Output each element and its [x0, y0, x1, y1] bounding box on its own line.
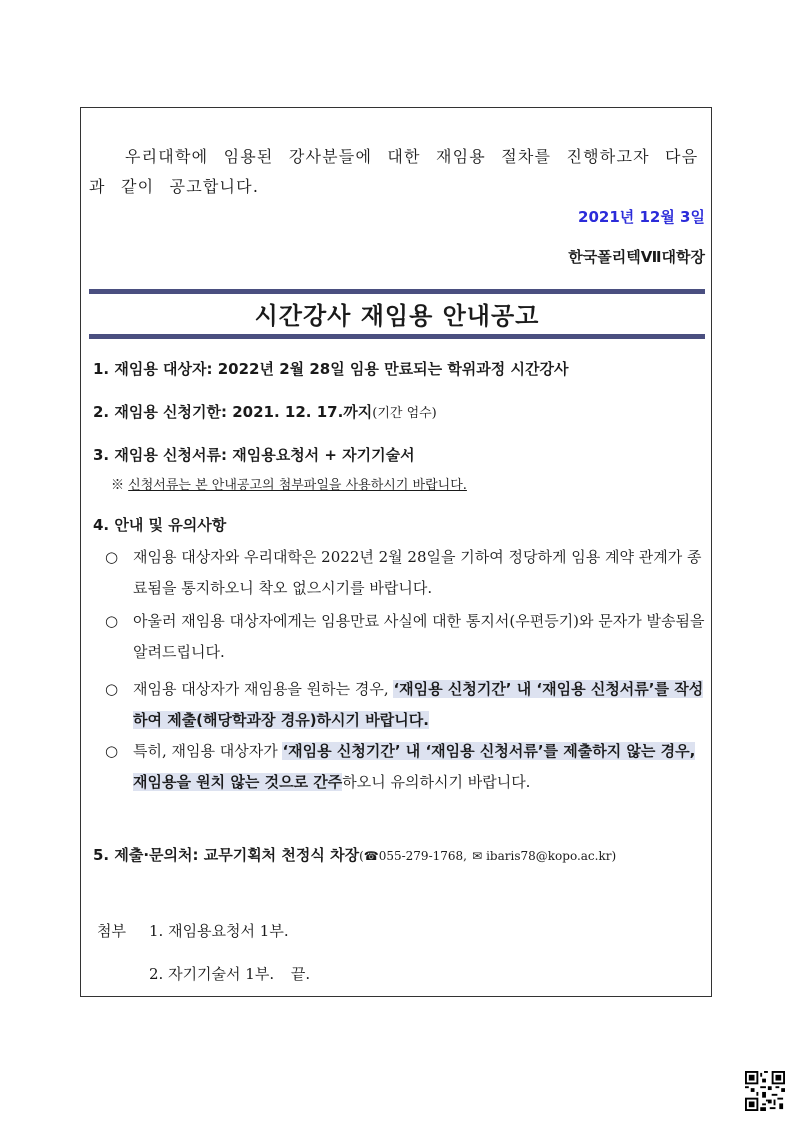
- circle-bullet-icon: ○: [105, 612, 119, 630]
- contact-label: 5. 제출·문의처: 교무기획처 천정식 차장: [93, 846, 360, 864]
- note-text: 신청서류는 본 안내공고의 첨부파일을 사용하시기 바랍니다.: [128, 478, 467, 493]
- deadline-label: 2. 재임용 신청기한: 2021. 12. 17.까지: [93, 403, 373, 421]
- intro-paragraph: 우리대학에 임용된 강사분들에 대한 재임용 절차를 진행하고자 다음과 같이 공고합니다.: [89, 147, 699, 196]
- circle-bullet-icon: ○: [105, 680, 119, 698]
- section-guidance: 4. 안내 및 유의사항: [93, 516, 227, 534]
- section-target: 1. 재임용 대상자: 2022년 2월 28일 임용 만료되는 학위과정 시간강사: [93, 360, 569, 378]
- section-contact: [93, 844, 616, 865]
- title-rule-bottom: [89, 334, 705, 339]
- attachment-item-1: 1. 재임용요청서 1부.: [149, 922, 289, 940]
- issuer: 한국폴리텍Ⅶ대학장: [568, 248, 705, 266]
- guidance-text-3: 재임용 대상자가 재임용을 원하는 경우,: [133, 680, 394, 698]
- note-mark: ※: [111, 478, 125, 493]
- guidance-highlight-4: ‘재임용 신청기간’ 내 ‘재임용 신청서류’를 제출하지 않는 경우, 재임용을 원치 않는 것으로 간주: [133, 742, 696, 791]
- title-rule-top: [89, 289, 705, 294]
- circle-bullet-icon: ○: [105, 742, 119, 760]
- deadline-note: (기간 엄수): [372, 406, 437, 421]
- documents-note: [111, 474, 467, 493]
- guidance-text-1: 재임용 대상자와 우리대학은 2022년 2월 28일을 기하여 정당하게 임용 계약 관계가 종료됨을 통지하오니 착오 없으시기를 바랍니다.: [133, 548, 702, 597]
- guidance-text-4-end: 하오니 유의하시기 바랍니다.: [342, 773, 531, 791]
- attachments-label: 첨부: [97, 922, 126, 940]
- guidance-item-1: [105, 542, 709, 604]
- notice-date: 2021년 12월 3일: [578, 208, 705, 226]
- guidance-highlight-3: ‘재임용 신청기간’ 내 ‘재임용 신청서류’를 작성하여 제출(해당학과장 경유)하시기 바랍니다.: [133, 680, 704, 729]
- guidance-item-4: [105, 736, 709, 798]
- circle-bullet-icon: ○: [105, 548, 119, 566]
- guidance-text-2: 아울러 재임용 대상자에게는 임용만료 사실에 대한 통지서(우편등기)와 문자가 발송됨을 알려드립니다.: [133, 612, 705, 661]
- guidance-item-3: [105, 674, 709, 736]
- page-title: 시간강사 재임용 안내공고: [254, 302, 540, 330]
- contact-email[interactable]: ✉ ibaris78@kopo.ac.kr): [472, 849, 617, 863]
- attachment-item-2-text: 2. 자기기술서 1부.: [149, 965, 275, 983]
- qr-code-icon: [745, 1071, 785, 1111]
- guidance-item-2: [105, 606, 709, 668]
- end-mark: 끝.: [290, 965, 311, 983]
- guidance-text-4: 특히, 재임용 대상자가: [133, 742, 283, 760]
- notice-frame: [80, 107, 712, 997]
- attachment-item-2: [149, 963, 310, 984]
- section-documents: 3. 재임용 신청서류: 재임용요청서 + 자기기술서: [93, 446, 415, 464]
- section-deadline: [93, 401, 437, 422]
- contact-phone: (☎055-279-1768,: [359, 849, 467, 863]
